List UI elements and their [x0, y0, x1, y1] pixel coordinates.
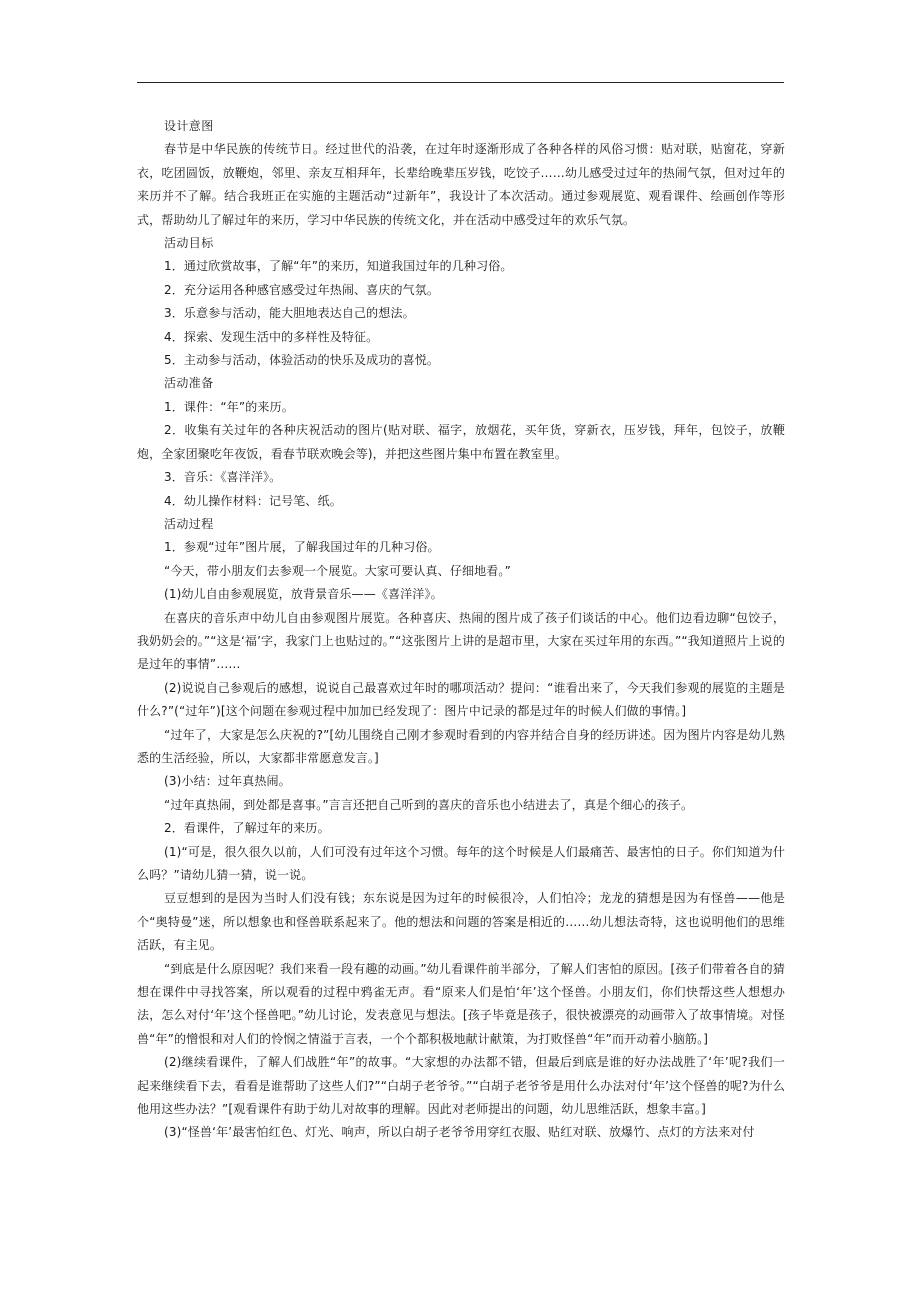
process-1-3-quote: “过年真热闹，到处都是喜事。”言言还把自己听到的喜庆的音乐也小结进去了，真是个细心的孩子。: [164, 797, 694, 812]
prep-1: 1．课件：“年”的来历。: [164, 399, 294, 414]
process-1: 1．参观“过年”图片展，了解我国过年的几种习俗。: [164, 540, 440, 555]
process-1-3: (3)小结：过年真热闹。: [164, 774, 291, 789]
goal-4: 4．探索、发现生活中的多样性及特征。: [164, 329, 379, 344]
process-1-2: (2)说说自己参观后的感想，说说自己最喜欢过年时的哪项活动？提问：“谁看出来了，今天我们参观的展览的主题是什么?”(“过年”)[这个问题在参观过程中加加已经发现了：图片中记录的都是过年的时候人们做的事情。]: [137, 680, 785, 719]
process-2-2: (2)继续看课件，了解人们战胜“年”的故事。“大家想的办法都不错，但最后到底是谁的好办法战胜了‘年’呢?我们一起来继续看下去，看看是谁帮助了这些人们?”“白胡子老爷爷。”“白胡子老爷爷是用什么办法对付‘年’这个怪兽的呢?为什么他用这些办法？”[观看课件有助于幼儿对故事的理解。因此对老师提出的问题，幼儿思维活跃，想象丰富。]: [137, 1055, 785, 1117]
prep-3: 3．音乐：《喜洋洋》。: [164, 470, 282, 485]
intro-text: 春节是中华民族的传统节日。经过世代的沿袭，在过年时逐渐形成了各种各样的风俗习惯：贴对联，贴窗花，穿新衣，吃团圆饭，放鞭炮，邻里、亲友互相拜年，长辈给晚辈压岁钱，吃饺子……幼儿感受过过年的热闹气氛，但对过年的来历并不了解。结合我班正在实施的主题活动“过新年”，我设计了本次活动。通过参观展览、观看课件、绘画创作等形式，帮助幼儿了解过年的来历，学习中华民族的传统文化，并在活动中感受过年的欢乐气氛。: [137, 142, 785, 227]
heading-process: 活动过程: [164, 516, 214, 531]
goal-1: 1．通过欣赏故事，了解“年”的来历，知道我国过年的几种习俗。: [164, 259, 513, 274]
document-body: [137, 115, 785, 1145]
process-1-1: (1)幼儿自由参观展览，放背景音乐——《喜洋洋》。: [164, 587, 443, 602]
process-1-2-b: “过年了，大家是怎么庆祝的?”[幼儿围绕自己刚才参观时看到的内容并结合自身的经历讲述。因为图片内容是幼儿熟悉的生活经验，所以，大家都非常愿意发言。]: [137, 727, 785, 765]
process-1-quote: “今天，带小朋友们去参观一个展览。大家可要认真、仔细地看。”: [164, 563, 511, 578]
prep-4: 4．幼儿操作材料：记号笔、纸。: [164, 493, 342, 508]
goal-2: 2．充分运用各种感官感受过年热闹、喜庆的气氛。: [164, 282, 440, 297]
process-2-1-desc: 豆豆想到的是因为当时人们没有钱；东东说是因为过年的时候很冷，人们怕冷；龙龙的猜想是因为有怪兽——他是个“奥特曼”迷，所以想象也和怪兽联系起来了。他的想法和问题的答案是相近的……幼儿想法奇特，这也说明他们的思维活跃，有主见。: [137, 891, 785, 953]
goal-3: 3．乐意参与活动，能大胆地表达自己的想法。: [164, 306, 415, 321]
process-2-1: (1)“可是，很久很久以前，人们可没有过年这个习惯。每年的这个时候是人们最痛苦、最害怕的日子。你们知道为什么吗？”请幼儿猜一猜，说一说。: [137, 844, 785, 882]
header-rule: [137, 82, 784, 83]
process-2-3: (3)“怪兽‘年’最害怕红色、灯光、响声，所以白胡子老爷爷用穿红衣服、贴红对联、放爆竹、点灯的方法来对付: [164, 1125, 755, 1140]
heading-prep: 活动准备: [164, 376, 214, 391]
heading-design-intent: 设计意图: [164, 119, 214, 133]
heading-goals: 活动目标: [164, 236, 214, 251]
prep-2: 2．收集有关过年的各种庆祝活动的图片(贴对联、福字，放烟花，买年货，穿新衣，压岁钱，拜年，包饺子，放鞭炮，全家团聚吃年夜饭，看春节联欢晚会等)，并把这些图片集中布置在教室里。: [137, 423, 785, 461]
goal-5: 5．主动参与活动，体验活动的快乐及成功的喜悦。: [164, 353, 440, 368]
process-2: 2．看课件，了解过年的来历。: [164, 821, 330, 836]
process-2-1-b: “到底是什么原因呢？我们来看一段有趣的动画。”幼儿看课件前半部分，了解人们害怕的原因。[孩子们带着各自的猜想在课件中寻找答案，所以观看的过程中鸦雀无声。看“原来人们是怕‘年’这个怪兽。小朋友们，你们快帮这些人想想办法，怎么对付‘年’这个怪兽吧。”幼儿讨论，发表意见与想法。[孩子毕竟是孩子，很快被漂亮的动画带入了故事情境。对怪兽“年”的憎恨和对人们的怜悯之情溢于言表，一个个都积极地献计献策，为打败怪兽“年”而开动着小脑筋。]: [137, 961, 785, 1046]
process-1-1-desc: 在喜庆的音乐声中幼儿自由参观图片展览。各种喜庆、热闹的图片成了孩子们谈话的中心。他们边看边聊“包饺子，我奶奶会的。”“这是‘福’字，我家门上也贴过的。”“这张图片上讲的是超市里，大家在买过年用的东西。”“我知道照片上说的是过年的事情”……: [137, 610, 785, 672]
